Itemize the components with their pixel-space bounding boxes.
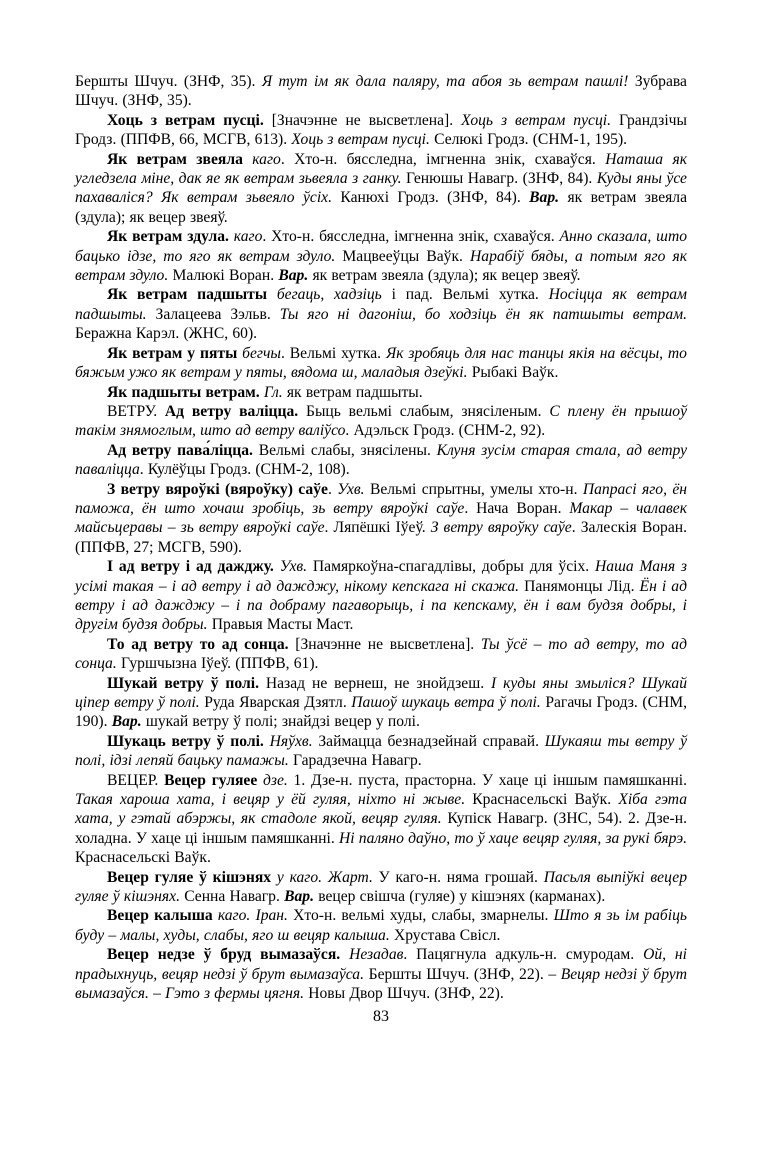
page-number: 83: [373, 1007, 389, 1025]
example-italic: Нарабіў бяды, а потым яго як ветрам здуло.: [75, 247, 687, 285]
text-regular: Займацца безнадзейнай справай.: [318, 732, 545, 750]
example-italic: Пасьля выпіўкі вецер гуляе ў кішэнях.: [75, 868, 687, 906]
dictionary-paragraph: [75, 344, 687, 383]
text-regular: Зубрава Шчуч. (ЗНФ, 35).: [75, 73, 687, 110]
dictionary-paragraph: [75, 635, 687, 674]
example-italic: Хіба гэта хата, у гэтай абэржы, як стадоле якой, вецяр гуляя.: [75, 791, 687, 828]
example-italic: Такая хароша хата, і вецяр у ёй гуляя, ніхто ні жыве.: [75, 791, 473, 809]
example-italic: Ён і ад ветру і ад дажджу – і па добраму пагаворыць, і па кепскаму, ён і вам будзя добры, і другім будзя добры.: [75, 577, 687, 634]
variant-label: Вар.: [111, 713, 146, 731]
text-regular: . Вельмі хутка.: [281, 344, 386, 362]
text-regular: Правыя Масты Маст.: [211, 616, 354, 634]
text-regular: Гарадзечна Навагр.: [292, 752, 422, 770]
text-regular: Мацвееўцы Ваўк.: [342, 247, 471, 265]
text-regular: .: [327, 480, 338, 498]
example-italic: Макар – чалавек майсьцеравы – зь ветру вяроўкі саўе: [75, 499, 687, 537]
example-italic: Анно сказала, што бацько ідзе, то яго як ветрам здуло.: [75, 228, 688, 265]
variant-label: Вар.: [529, 189, 568, 207]
headword-bold: Хоць з ветрам пусці.: [107, 111, 272, 129]
example-italic: І куды яны змыліся? Шукай ціпер ветру ў полі.: [75, 674, 688, 711]
text-regular: . Адэльск Гродз. (СНМ-2, 92).: [345, 422, 546, 440]
text-regular: У каго-н. няма грошай.: [378, 868, 544, 886]
example-italic: Ні паляно даўно, то ў хаце вецяр гуляя, за рукі бярэ.: [338, 829, 687, 847]
text-regular: Вельмі слабы, знясілены.: [258, 441, 437, 459]
example-italic: Пашоў шукаць ветра ў полі.: [351, 694, 546, 711]
dictionary-paragraph: [75, 402, 687, 441]
text-regular: Малюкі Воран.: [172, 267, 279, 285]
example-italic: каго. Іран.: [217, 907, 294, 925]
text-regular: Селюкі Гродз. (СНМ-1, 195).: [434, 131, 628, 149]
text-regular: . Залескія Воран. (ППФВ, 27; МСГВ, 590).: [75, 519, 687, 556]
text-regular: як ветрам падшыты.: [286, 383, 423, 401]
example-italic: Папрасі яго, ён паможа, ён што хочаш зробіць, зь ветру вяроўкі саўе: [75, 480, 688, 517]
text-regular: . Нача Воран.: [464, 499, 570, 517]
headword-bold: Як ветрам здула.: [107, 228, 234, 246]
example-italic: Што я зь ім рабіць буду – малы, худы, слабы, яго ш вецяр калыша.: [75, 907, 688, 944]
example-italic: Ой, ні прадыхнуць, вецяр недзі ў брут вымазаўса.: [75, 946, 687, 983]
text-regular: [Значэнне не высветлена].: [271, 111, 462, 129]
example-italic: Шукаяш ты ветру ў полі, ідзі лепяй бацьку памажы.: [75, 732, 687, 770]
text-regular: як ветрам звеяла (здула); як вецер звеяў.: [75, 189, 687, 226]
headword-bold: Вецер калыша: [107, 907, 218, 925]
variant-label: Вар.: [278, 267, 313, 285]
example-italic: у каго. Жарт.: [276, 868, 379, 886]
text-regular: Новы Двор Шчуч. (ЗНФ, 22).: [308, 985, 504, 1003]
headword-bold: І ад ветру і ад дажджу.: [107, 558, 280, 576]
headword-bold: То ад ветру то ад сонца.: [107, 635, 296, 653]
text-regular: . Кулёўцы Гродз. (СНМ-2, 108).: [139, 461, 350, 479]
headword-bold: Ад ветру валіцца.: [164, 402, 306, 420]
example-italic: бегаць, хадзіць: [276, 286, 392, 304]
text-regular: шукай ветру ў полі; знайдзі вецер у полі.: [145, 713, 420, 731]
text-regular: Рагачы Гродз. (СНМ, 190).: [75, 694, 687, 731]
headword-bold: Вецер гуляе ў кішэнях: [107, 868, 277, 886]
text-regular: Быць вельмі слабым, знясіленым.: [306, 402, 550, 420]
headword-bold: Вецер гуляее: [164, 771, 263, 789]
variant-label: Вар.: [284, 888, 319, 906]
text-regular: Вельмі спрытны, умелы хто-н.: [369, 480, 583, 498]
dictionary-paragraph: [75, 285, 687, 343]
example-italic: Гл.: [263, 383, 287, 401]
headword-bold: Шукай ветру ў полі.: [107, 674, 266, 692]
example-italic: Ухв.: [279, 558, 313, 576]
example-italic: З ветру вяроўку саўе: [430, 519, 572, 537]
headword-bold: Як ветрам падшыты: [107, 286, 277, 304]
dictionary-paragraph: [75, 732, 687, 771]
text-regular: Грандзічы Гродз. (ППФВ, 66, МСГВ, 613).: [75, 111, 687, 149]
dictionary-paragraph: [75, 72, 687, 111]
example-italic: Я тут ім як дала паляру, та абоя зь ветрам пашлі!: [261, 73, 635, 90]
text-regular: Бершты Шчуч. (ЗНФ, 35).: [75, 73, 262, 90]
text-regular: Хто-н. вельмі худы, слабы, змарнелы.: [293, 907, 554, 925]
dictionary-paragraph: [75, 480, 687, 558]
dictionary-paragraph: [75, 383, 687, 402]
dictionary-paragraph: [75, 945, 687, 1003]
headword-bold: Як ветрам у пяты: [107, 344, 243, 362]
example-italic: каго: [252, 150, 281, 168]
dictionary-paragraph: [75, 906, 687, 945]
headword-bold: Як падшыты ветрам.: [107, 383, 264, 401]
example-italic: Куды яны ўсе пахаваліся? Як ветрам зьвеяло ўсіх.: [75, 170, 687, 207]
example-italic: Наташа як угледзела міне, дак яе як ветрам зьвеяла з ганку.: [75, 150, 687, 188]
text-regular: Гуршчызна Іўеў. (ППФВ, 61).: [120, 655, 319, 673]
text-regular: Рыбакі Ваўк.: [471, 364, 559, 382]
dictionary-paragraph: [75, 227, 687, 285]
headword-bold: Як ветрам звеяла: [107, 150, 253, 168]
example-italic: С плену ён прышоў такім знямоглым, што ад ветру валіўсо: [75, 402, 687, 440]
text-regular: Канюхі Гродз. (ЗНФ, 84).: [340, 189, 530, 207]
page-content: [75, 72, 687, 1004]
headword-bold: Вецер недзе ў бруд вымазаўся.: [107, 946, 350, 964]
headword-bold: Шукаць ветру ў полі.: [107, 732, 270, 750]
dictionary-paragraph: [75, 771, 687, 868]
example-italic: бегчы: [242, 344, 281, 362]
example-italic: каго: [233, 228, 263, 246]
text-regular: Купіск Навагр. (ЗНС, 54). 2. Дзе-н. холадна. У хаце ці іншым памяшканні.: [75, 810, 687, 847]
dictionary-paragraph: [75, 150, 687, 228]
example-italic: Носіцца як ветрам падшыты.: [75, 286, 687, 323]
dictionary-paragraph: [75, 557, 687, 635]
text-regular: Бершты Шчуч. (ЗНФ, 22).: [368, 965, 549, 983]
text-regular: ВЕТРУ.: [107, 402, 165, 420]
text-regular: як ветрам звеяла (здула); як вецер звеяў.: [312, 267, 581, 285]
text-regular: і пад. Вельмі хутка.: [391, 286, 549, 304]
text-regular: [Значэнне не высветлена].: [295, 635, 481, 653]
text-regular: . Ляпёшкі Іўеў.: [324, 519, 431, 537]
text-regular: Памяркоўна-спагадлівы, добры для ўсіх.: [312, 558, 596, 576]
example-italic: Незадав: [349, 946, 404, 964]
text-regular: Сенна Навагр.: [184, 888, 285, 906]
example-italic: Хоць з ветрам пусці.: [291, 131, 435, 149]
text-regular: 1. Дзе-н. пуста, прасторна. У хаце ці іншым памяшканні.: [293, 771, 688, 789]
example-italic: Ухв.: [337, 480, 370, 498]
example-italic: дзе.: [263, 771, 294, 789]
text-regular: Генюшы Навагр. (ЗНФ, 84).: [406, 170, 597, 188]
dictionary-paragraph: [75, 868, 687, 907]
text-regular: Руда Яварская Дзятл.: [204, 694, 352, 711]
example-italic: Хоць з ветрам пусці.: [461, 111, 619, 129]
text-regular: Панямонцы Лід.: [524, 577, 640, 595]
headword-bold: З ветру вяроўкі (вяроўку) саўе: [107, 480, 328, 498]
example-italic: Ты яго ні дагоніш, бо ходзіць ён як патшыты ветрам.: [279, 305, 687, 323]
example-italic: Няўхв.: [269, 732, 319, 750]
dictionary-paragraph: [75, 674, 687, 732]
headword-bold: Ад ветру пава́ліцца.: [107, 441, 259, 459]
text-regular: Беражна Карэл. (ЖНС, 60).: [75, 325, 258, 343]
text-regular: . Хто-н. бясследна, імгненна знік, схаваўся.: [262, 228, 560, 246]
text-regular: ВЕЦЕР.: [107, 771, 165, 789]
text-regular: Залацеева Зэльв.: [155, 305, 280, 323]
dictionary-paragraph: [75, 111, 687, 150]
example-italic: – Вецяр недзі ў брут вымазаўся. – Гэто з фермы цягня.: [75, 965, 687, 1003]
example-italic: Наша Маня з усімі такая – і ад ветру і ад дажджу, нікому кепскага ні скажа.: [75, 558, 688, 595]
example-italic: Клуня зусім старая стала, ад ветру паваліцца: [75, 441, 688, 479]
text-regular: . Пацягнула адкуль-н. смуродам.: [403, 946, 644, 964]
text-regular: Краснасельскі Ваўк.: [75, 849, 211, 867]
example-italic: Як зробяць для нас танцы якія на вёсцы, то бяжым ужо як ветрам у пяты, вядома ш, маладыя дзеўкі.: [75, 344, 687, 382]
text-regular: . Хто-н. бясследна, імгненна знік, схаваўся.: [280, 150, 606, 168]
dictionary-paragraph: [75, 441, 687, 480]
text-regular: Назад не вернеш, не знойдзеш.: [265, 674, 492, 692]
text-regular: вецер свішча (гуляе) у кішэнях (карманах).: [318, 888, 606, 906]
text-regular: Краснасельскі Ваўк.: [472, 791, 619, 809]
example-italic: Ты ўсё – то ад ветру, то ад сонца.: [75, 635, 687, 673]
text-regular: Хрустава Свісл.: [393, 926, 501, 944]
